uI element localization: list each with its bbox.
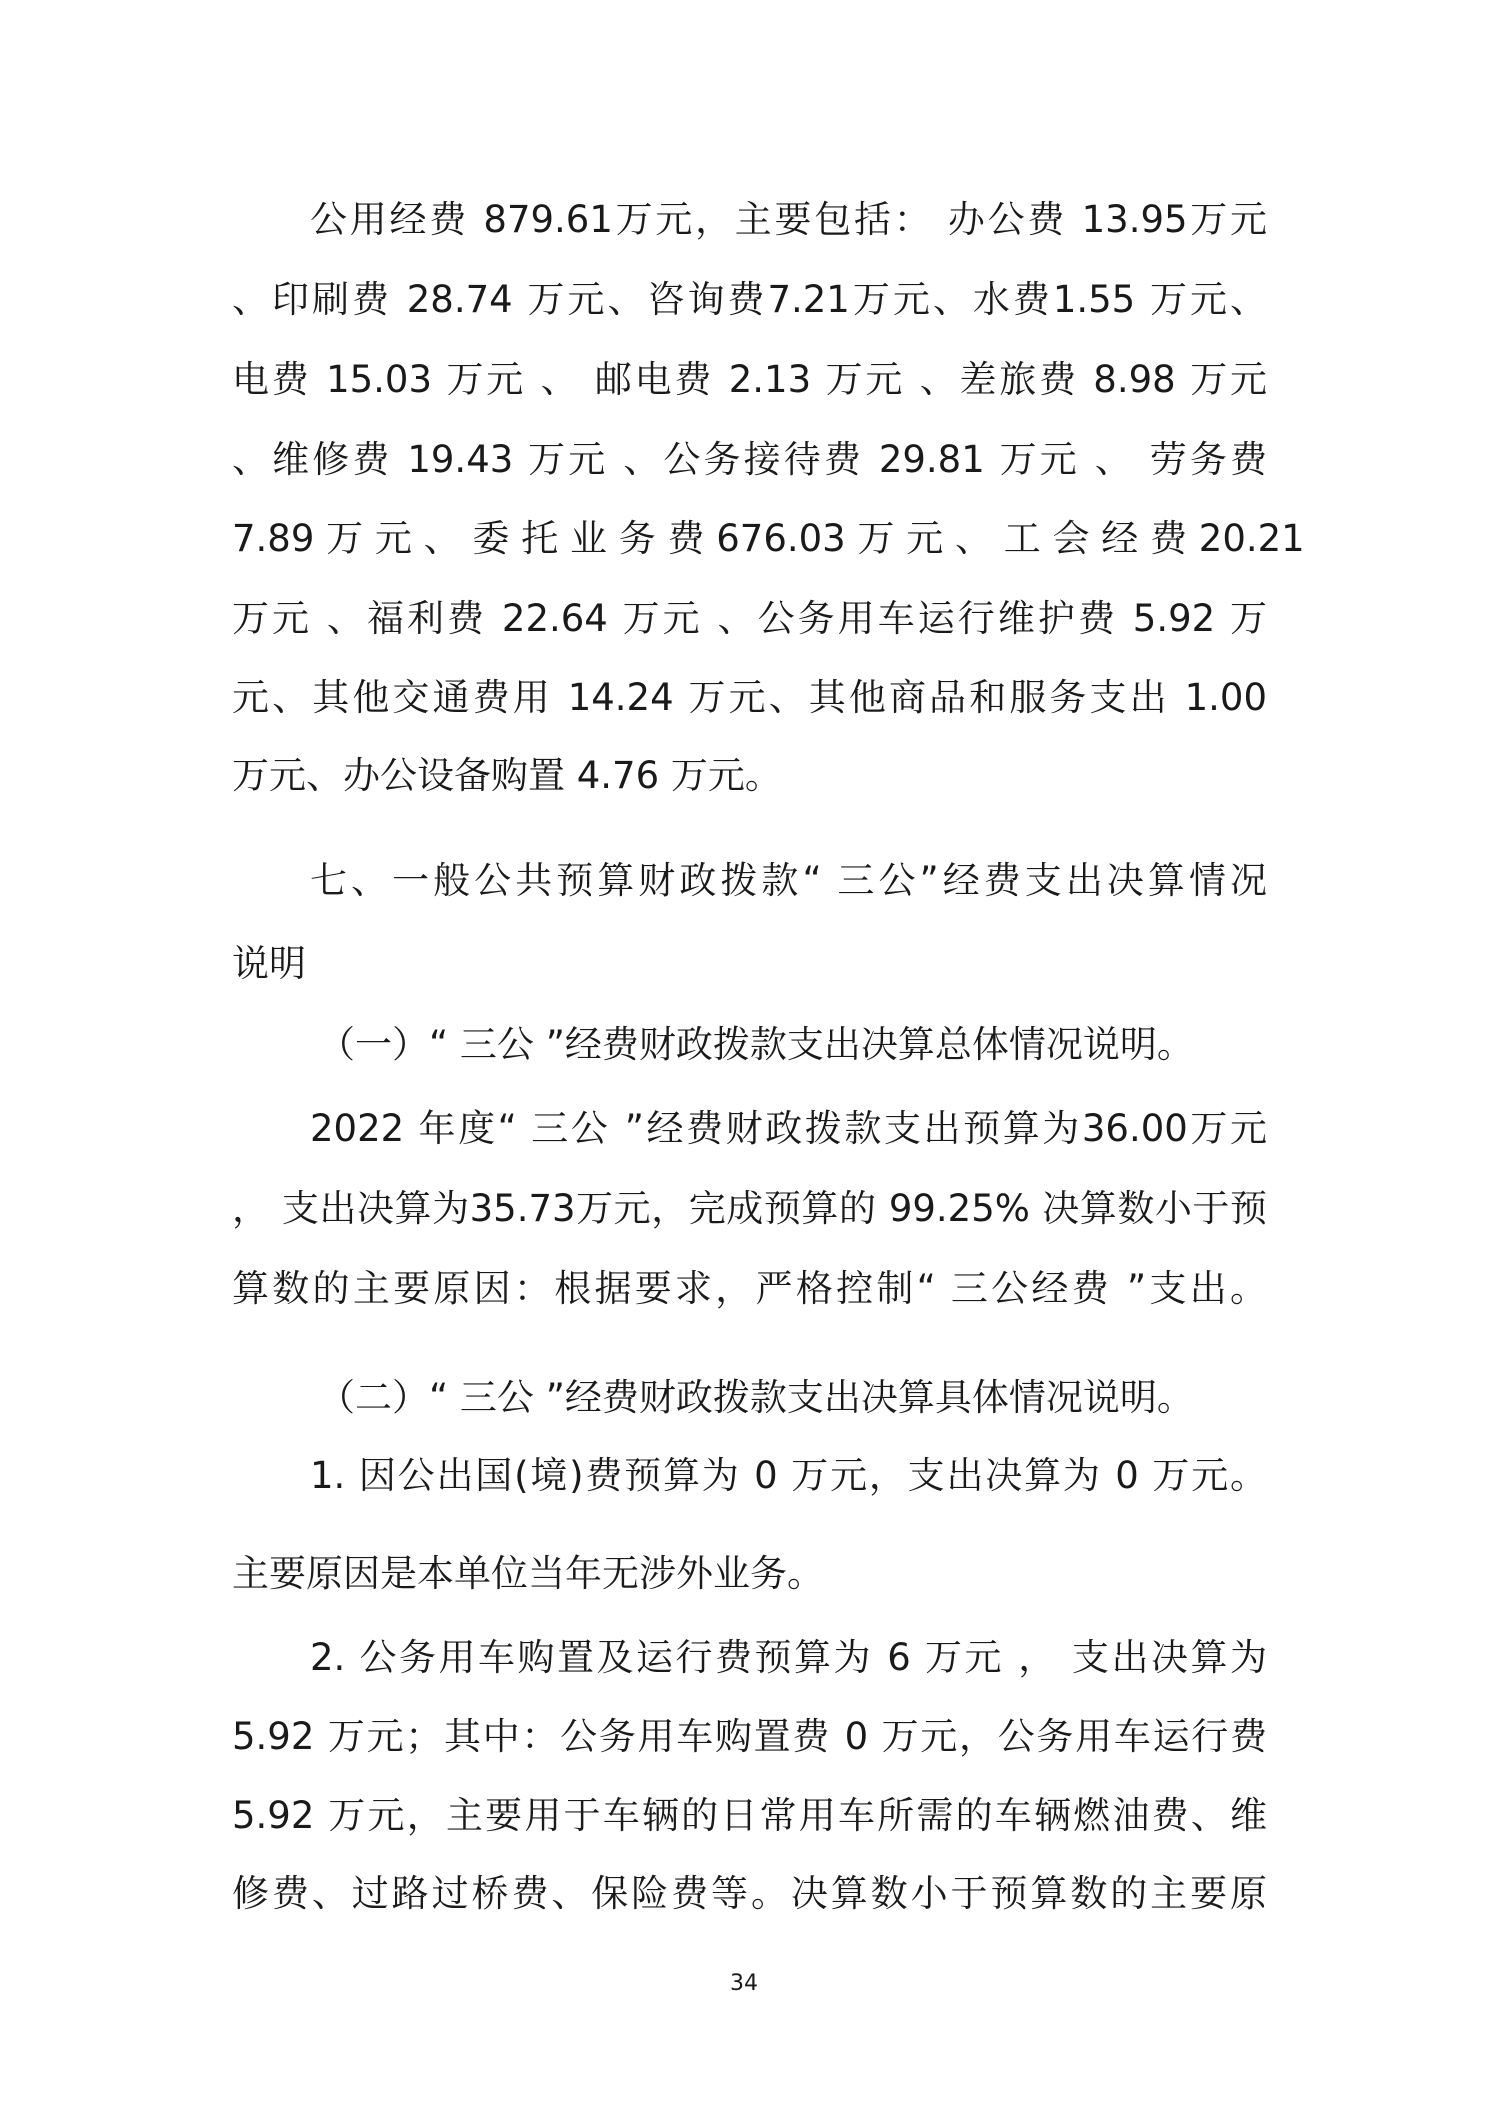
item-2-line-1: 2. 公务用车购置及运行费预算为 6 万元 ， 支出决算为	[310, 1636, 1267, 1679]
paragraph-line-3: 电费 15.03 万元 、 邮电费 2.13 万元 、差旅费 8.98 万元	[232, 358, 1267, 401]
subsection-heading-2: （二）“ 三公 ”经费财政拨款支出决算具体情况说明。	[318, 1376, 1194, 1419]
item-1-line-1: 1. 因公出国(境)费预算为 0 万元，支出决算为 0 万元。	[310, 1454, 1267, 1497]
paragraph-line-5: 7.89 万 元 、 委 托 业 务 费 676.03 万 元 、 工 会 经 费 20.21	[232, 517, 1305, 560]
summary-line-2: ， 支出决算为35.73万元，完成预算的 99.25% 决算数小于预	[232, 1187, 1267, 1230]
paragraph-line-8: 万元、办公设备购置 4.76 万元。	[232, 754, 782, 797]
page-number: 34	[730, 1971, 758, 1996]
summary-line-3: 算数的主要原因：根据要求，严格控制“ 三公经费 ”支出。	[232, 1267, 1267, 1310]
paragraph-line-6: 万元 、福利费 22.64 万元 、公务用车运行维护费 5.92 万	[232, 597, 1267, 640]
section-heading-line-2: 说明	[232, 942, 306, 985]
subsection-heading-1: （一）“ 三公 ”经费财政拨款支出决算总体情况说明。	[318, 1023, 1194, 1066]
item-2-line-2: 5.92 万元；其中：公务用车购置费 0 万元，公务用车运行费	[232, 1715, 1267, 1758]
item-1-line-2: 主要原因是本单位当年无涉外业务。	[232, 1552, 824, 1595]
item-2-line-3: 5.92 万元，主要用于车辆的日常用车所需的车辆燃油费、维	[232, 1794, 1267, 1837]
paragraph-line-1: 公用经费 879.61万元，主要包括： 办公费 13.95万元	[310, 198, 1267, 241]
summary-line-1: 2022 年度“ 三公 ”经费财政拨款支出预算为36.00万元	[310, 1107, 1267, 1150]
item-2-line-4: 修费、过路过桥费、保险费等。决算数小于预算数的主要原	[232, 1872, 1267, 1915]
section-heading-line-1: 七、一般公共预算财政拨款“ 三公”经费支出决算情况	[310, 859, 1267, 902]
paragraph-line-7: 元、其他交通费用 14.24 万元、其他商品和服务支出 1.00	[232, 676, 1267, 719]
paragraph-line-4: 、维修费 19.43 万元 、公务接待费 29.81 万元 、 劳务费	[232, 438, 1267, 481]
paragraph-line-2: 、印刷费 28.74 万元、咨询费7.21万元、水费1.55 万元、	[232, 278, 1267, 321]
